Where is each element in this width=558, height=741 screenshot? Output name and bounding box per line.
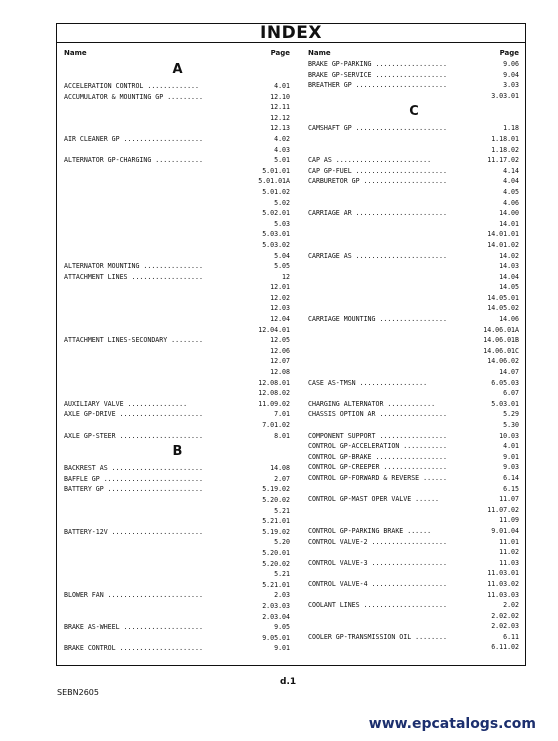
entry-page: 14.02: [499, 251, 519, 260]
index-entry: [307, 431, 521, 442]
entry-page: 2.02.03: [491, 622, 519, 631]
index-entry: [63, 198, 292, 209]
entry-page: 5.05: [274, 262, 290, 271]
index-entry: [307, 462, 521, 473]
entry-page: 4.05: [503, 187, 519, 196]
entry-page: 14.07: [499, 368, 519, 377]
index-entry: [307, 91, 521, 102]
index-entry: [307, 240, 521, 251]
entry-name: BAFFLE GP .........................: [64, 474, 203, 483]
index-entry: [307, 484, 521, 495]
index-entry: [307, 590, 521, 601]
entry-page: 14.04: [499, 272, 519, 281]
index-entry: [307, 208, 521, 219]
entry-page: 14.08: [270, 464, 290, 473]
index-entry: [307, 494, 521, 505]
entry-page: 4.06: [503, 198, 519, 207]
entry-page: 5.19.02: [262, 485, 290, 494]
entry-name: CONTROL GP-CREEPER ................: [308, 463, 447, 472]
index-entry: [63, 102, 292, 113]
index-entry: [63, 537, 292, 548]
index-entry: [63, 166, 292, 177]
entry-page: 5.30: [503, 421, 519, 429]
entry-name: CHARGING ALTERNATOR ............: [308, 399, 436, 408]
entry-name: BRAKE AS-WHEEL ....................: [64, 623, 203, 632]
entry-name: BRAKE CONTROL .....................: [64, 644, 203, 653]
index-entry: [63, 240, 292, 251]
index-entry: [63, 580, 292, 591]
index-entry: [63, 325, 292, 336]
index-entry: [63, 506, 292, 517]
entry-page: 4.01: [503, 442, 519, 451]
entry-name: BATTERY GP ........................: [64, 485, 203, 494]
section-heading-b: B: [172, 444, 183, 460]
index-entry: [307, 166, 521, 177]
entry-page: 6.11.02: [491, 643, 519, 652]
entry-page: 11.07.02: [487, 505, 519, 514]
index-table: [56, 42, 526, 666]
right-b-entries: [307, 59, 521, 101]
entry-page: 2.07: [274, 474, 290, 483]
entry-name: BATTERY-12V .......................: [64, 527, 203, 536]
index-entry: [63, 420, 292, 431]
entry-name: BREATHER GP .......................: [308, 81, 447, 90]
index-entry: [307, 59, 521, 70]
index-entry: [63, 431, 292, 442]
index-entry: [63, 314, 292, 325]
index-entry: [307, 314, 521, 325]
entry-page: 10.03: [499, 431, 519, 440]
entry-page: 5.21: [274, 570, 290, 579]
entry-page: 4.01: [274, 82, 290, 90]
entry-page: 5.01.01: [262, 166, 290, 175]
index-entry: [63, 251, 292, 262]
index-entry: [307, 155, 521, 166]
index-entry: [307, 399, 521, 410]
entry-page: 11.01: [499, 537, 519, 546]
entry-page: 12.11: [270, 103, 290, 112]
entry-page: 2.03: [274, 591, 290, 600]
index-entry: [63, 92, 292, 103]
index-entry: [63, 282, 292, 293]
index-entry: [63, 548, 292, 559]
entry-page: 12: [282, 272, 290, 281]
entry-name: BLOWER FAN ........................: [64, 591, 203, 600]
entry-name: COOLANT LINES .....................: [308, 601, 447, 610]
index-entry: [63, 378, 292, 389]
entry-page: 5.20.01: [262, 548, 290, 557]
entry-page: 2.03.04: [262, 612, 290, 621]
index-entry: [307, 282, 521, 293]
index-entry: [307, 80, 521, 91]
entry-page: 5.21: [274, 506, 290, 515]
index-entry: [63, 409, 292, 420]
entry-page: 9.05.01: [262, 633, 290, 642]
entry-page: 12.13: [270, 124, 290, 133]
index-entry: [307, 547, 521, 558]
index-entry: [63, 303, 292, 314]
entry-name: CARRIAGE MOUNTING .................: [308, 315, 447, 324]
entry-page: 11.03.02: [487, 579, 519, 588]
index-entry: [307, 145, 521, 156]
index-entry: [307, 515, 521, 526]
index-entry: [307, 505, 521, 516]
index-entry: [307, 420, 521, 431]
index-entry: [63, 367, 292, 378]
index-entry: [307, 441, 521, 452]
entry-page: 14.06: [499, 315, 519, 324]
entry-page: 3.03: [503, 81, 519, 90]
entry-page: 9.06: [503, 60, 519, 68]
header-page: Page: [499, 49, 519, 57]
index-entry: [307, 452, 521, 463]
index-entry: [63, 272, 292, 283]
index-entry: [307, 642, 521, 653]
index-entry: [63, 145, 292, 156]
entry-page: 11.09: [499, 516, 519, 525]
index-entry: [63, 335, 292, 346]
entry-name: ATTACHMENT LINES-SECONDARY ........: [64, 336, 203, 345]
index-title: INDEX: [56, 23, 526, 43]
entry-page: 9.05: [274, 623, 290, 632]
entry-page: 4.03: [274, 145, 290, 154]
entry-page: 6.15: [503, 484, 519, 493]
entry-page: 12.04.01: [258, 325, 290, 334]
entry-name: COOLER GP-TRANSMISSION OIL ........: [308, 632, 447, 641]
index-entry: [63, 134, 292, 145]
index-entry: [63, 155, 292, 166]
index-entry: [307, 325, 521, 336]
left-b-entries: [63, 463, 292, 654]
index-entry: [307, 367, 521, 378]
entry-name: AUXILIARY VALVE ...............: [64, 399, 188, 408]
entry-page: 12.04: [270, 315, 290, 324]
index-entry: [63, 633, 292, 644]
entry-page: 4.02: [274, 134, 290, 143]
entry-name: CAP AS ........................: [308, 156, 432, 165]
entry-page: 4.04: [503, 177, 519, 186]
index-entry: [63, 176, 292, 187]
entry-page: 5.29: [503, 410, 519, 419]
entry-page: 5.03.01: [491, 399, 519, 408]
index-entry: [63, 527, 292, 538]
index-entry: [307, 568, 521, 579]
entry-page: 6.14: [503, 473, 519, 482]
entry-page: 3.03.01: [491, 91, 519, 100]
index-entry: [63, 346, 292, 357]
entry-name: CAMSHAFT GP .......................: [308, 124, 447, 133]
entry-page: 14.05.02: [487, 304, 519, 313]
index-entry: [307, 356, 521, 367]
index-entry: [307, 272, 521, 283]
index-entry: [63, 356, 292, 367]
index-entry: [307, 409, 521, 420]
index-entry: [63, 123, 292, 134]
index-entry: [307, 303, 521, 314]
entry-page: 2.02.02: [491, 611, 519, 620]
index-entry: [63, 559, 292, 570]
entry-name: ATTACHMENT LINES ..................: [64, 272, 203, 281]
entry-name: CONTROL VALVE-4 ...................: [308, 579, 447, 588]
entry-page: 9.01: [503, 452, 519, 461]
index-entry: [63, 113, 292, 124]
entry-page: 5.20.02: [262, 559, 290, 568]
entry-page: 12.02: [270, 293, 290, 302]
entry-page: 14.05.01: [487, 293, 519, 302]
entry-page: 11.03.03: [487, 590, 519, 599]
entry-name: CASE AS-TMSN .................: [308, 378, 428, 387]
section-heading-c: C: [409, 104, 419, 120]
entry-page: 11.03: [499, 558, 519, 567]
entry-name: CONTROL GP-BRAKE ..................: [308, 452, 447, 461]
index-entry: [307, 219, 521, 230]
entry-page: 1.18: [503, 124, 519, 133]
index-entry: [307, 229, 521, 240]
entry-page: 12.08.02: [258, 389, 290, 398]
index-entry: [63, 612, 292, 623]
entry-name: CONTROL GP-MAST OPER VALVE ......: [308, 495, 440, 504]
entry-name: CONTROL GP-ACCELERATION ...........: [308, 442, 447, 451]
entry-page: 12.12: [270, 113, 290, 122]
entry-page: 14.00: [499, 209, 519, 218]
entry-page: 12.10: [270, 92, 290, 101]
right-column: [307, 43, 521, 653]
entry-name: CARBURETOR GP .....................: [308, 177, 447, 186]
entry-page: 6.11: [503, 632, 519, 641]
index-entry: [63, 463, 292, 474]
entry-name: AIR CLEANER GP ....................: [64, 134, 203, 143]
entry-page: 5.03: [274, 219, 290, 228]
entry-page: 5.03.01: [262, 230, 290, 239]
index-entry: [307, 123, 521, 134]
entry-page: 5.21.01: [262, 580, 290, 589]
index-entry: [307, 293, 521, 304]
header-page: Page: [270, 49, 290, 57]
entry-page: 1.18.01: [491, 134, 519, 143]
document-code: SEBN2605: [57, 688, 99, 697]
entry-page: 11.03.01: [487, 569, 519, 578]
entry-page: 5.20.02: [262, 495, 290, 504]
index-entry: [307, 579, 521, 590]
entry-name: ALTERNATOR MOUNTING ...............: [64, 262, 203, 271]
index-entry: [307, 526, 521, 537]
index-entry: [63, 601, 292, 612]
index-entry: [63, 261, 292, 272]
index-entry: [63, 293, 292, 304]
entry-name: AXLE GP-STEER .....................: [64, 431, 203, 440]
index-entry: [307, 537, 521, 548]
entry-page: 5.01.01A: [258, 177, 290, 186]
entry-page: 9.04: [503, 70, 519, 79]
entry-page: 11.02: [499, 548, 519, 557]
index-entry: [307, 346, 521, 357]
index-entry: [307, 187, 521, 198]
entry-name: ALTERNATOR GP-CHARGING ............: [64, 156, 203, 165]
entry-name: BACKREST AS .......................: [64, 464, 203, 473]
entry-page: 12.01: [270, 283, 290, 292]
index-entry: [307, 335, 521, 346]
entry-page: 14.06.01C: [483, 346, 519, 355]
entry-page: 12.05: [270, 336, 290, 345]
index-entry: [63, 516, 292, 527]
entry-page: 12.08: [270, 368, 290, 377]
column-header: [307, 46, 521, 59]
entry-page: 14.03: [499, 262, 519, 271]
entry-page: 12.03: [270, 304, 290, 313]
index-entry: [63, 208, 292, 219]
entry-page: 11.17.02: [487, 156, 519, 165]
column-header: [63, 46, 292, 59]
index-entry: [63, 643, 292, 654]
entry-name: BRAKE GP-PARKING ..................: [308, 60, 447, 68]
entry-page: 14.01.01: [487, 230, 519, 239]
entry-page: 14.01.02: [487, 240, 519, 249]
index-entry: [63, 81, 292, 92]
entry-page: 4.14: [503, 166, 519, 175]
entry-page: 5.19.02: [262, 527, 290, 536]
entry-page: 1.18.02: [491, 145, 519, 154]
index-entry: [307, 251, 521, 262]
index-entry: [307, 600, 521, 611]
entry-name: CHASSIS OPTION AR .................: [308, 410, 447, 419]
entry-page: 5.01: [274, 156, 290, 165]
index-entry: [307, 378, 521, 389]
entry-page: 14.01: [499, 219, 519, 228]
index-entry: [307, 473, 521, 484]
index-entry: [307, 632, 521, 643]
entry-page: 9.03: [503, 463, 519, 472]
index-entry: [63, 399, 292, 410]
entry-page: 14.06.01A: [483, 325, 519, 334]
entry-name: CONTROL GP-PARKING BRAKE ......: [308, 526, 432, 535]
entry-page: 14.06.01B: [483, 336, 519, 345]
entry-page: 14.05: [499, 283, 519, 292]
entry-page: 8.01: [274, 431, 290, 440]
entry-name: AXLE GP-DRIVE .....................: [64, 410, 203, 419]
entry-page: 12.06: [270, 346, 290, 355]
entry-page: 5.02.01: [262, 209, 290, 218]
page-number: d.1: [280, 677, 297, 687]
entry-page: 5.03.02: [262, 240, 290, 249]
entry-name: ACCUMULATOR & MOUNTING GP .........: [64, 92, 203, 101]
entry-page: 5.20: [274, 538, 290, 547]
section-heading-a: A: [172, 62, 183, 77]
entry-page: 6.05.03: [491, 378, 519, 387]
index-entry: [63, 495, 292, 506]
index-entry: [63, 219, 292, 230]
entry-page: 2.03.03: [262, 601, 290, 610]
entry-page: 12.07: [270, 357, 290, 366]
index-entry: [307, 261, 521, 272]
index-entry: [63, 388, 292, 399]
index-entry: [63, 229, 292, 240]
entry-name: CONTROL VALVE-2 ...................: [308, 537, 447, 546]
right-c-entries: [307, 123, 521, 653]
entry-name: CAP GP-FUEL .......................: [308, 166, 447, 175]
entry-page: 7.01: [274, 410, 290, 419]
entry-page: 9.01.04: [491, 526, 519, 535]
index-entry: [307, 134, 521, 145]
entry-name: CONTROL GP-FORWARD & REVERSE ......: [308, 473, 447, 482]
watermark-text: www.epcatalogs.com: [368, 716, 536, 732]
index-entry: [307, 388, 521, 399]
entry-name: CARRIAGE AS .......................: [308, 251, 447, 260]
header-name: Name: [308, 49, 331, 57]
entry-page: 14.06.02: [487, 357, 519, 366]
entry-page: 12.08.01: [258, 378, 290, 387]
index-entry: [63, 484, 292, 495]
entry-page: 5.04: [274, 251, 290, 260]
index-entry: [63, 187, 292, 198]
index-entry: [63, 569, 292, 580]
entry-name: BRAKE GP-SERVICE ..................: [308, 70, 447, 79]
entry-name: ACCELERATION CONTROL .............: [64, 82, 199, 90]
index-entry: [307, 611, 521, 622]
entry-page: 5.01.02: [262, 187, 290, 196]
index-entry: [307, 558, 521, 569]
index-entry: [307, 70, 521, 81]
entry-page: 7.01.02: [262, 421, 290, 429]
index-entry: [307, 621, 521, 632]
left-column: [63, 43, 292, 654]
entry-page: 5.02: [274, 198, 290, 207]
entry-page: 11.09.02: [258, 399, 290, 408]
entry-page: 2.02: [503, 601, 519, 610]
index-entry: [307, 176, 521, 187]
index-entry: [307, 198, 521, 209]
entry-page: 6.07: [503, 389, 519, 398]
index-entry: [63, 590, 292, 601]
index-entry: [63, 622, 292, 633]
index-entry: [63, 474, 292, 485]
entry-page: 9.01: [274, 644, 290, 653]
left-a-entries: [63, 81, 292, 441]
entry-page: 5.21.01: [262, 517, 290, 526]
entry-page: 11.07: [499, 495, 519, 504]
entry-name: CONTROL VALVE-3 ...................: [308, 558, 447, 567]
entry-name: COMPONENT SUPPORT .................: [308, 431, 447, 440]
header-name: Name: [64, 49, 87, 57]
entry-name: CARRIAGE AR .......................: [308, 209, 447, 218]
